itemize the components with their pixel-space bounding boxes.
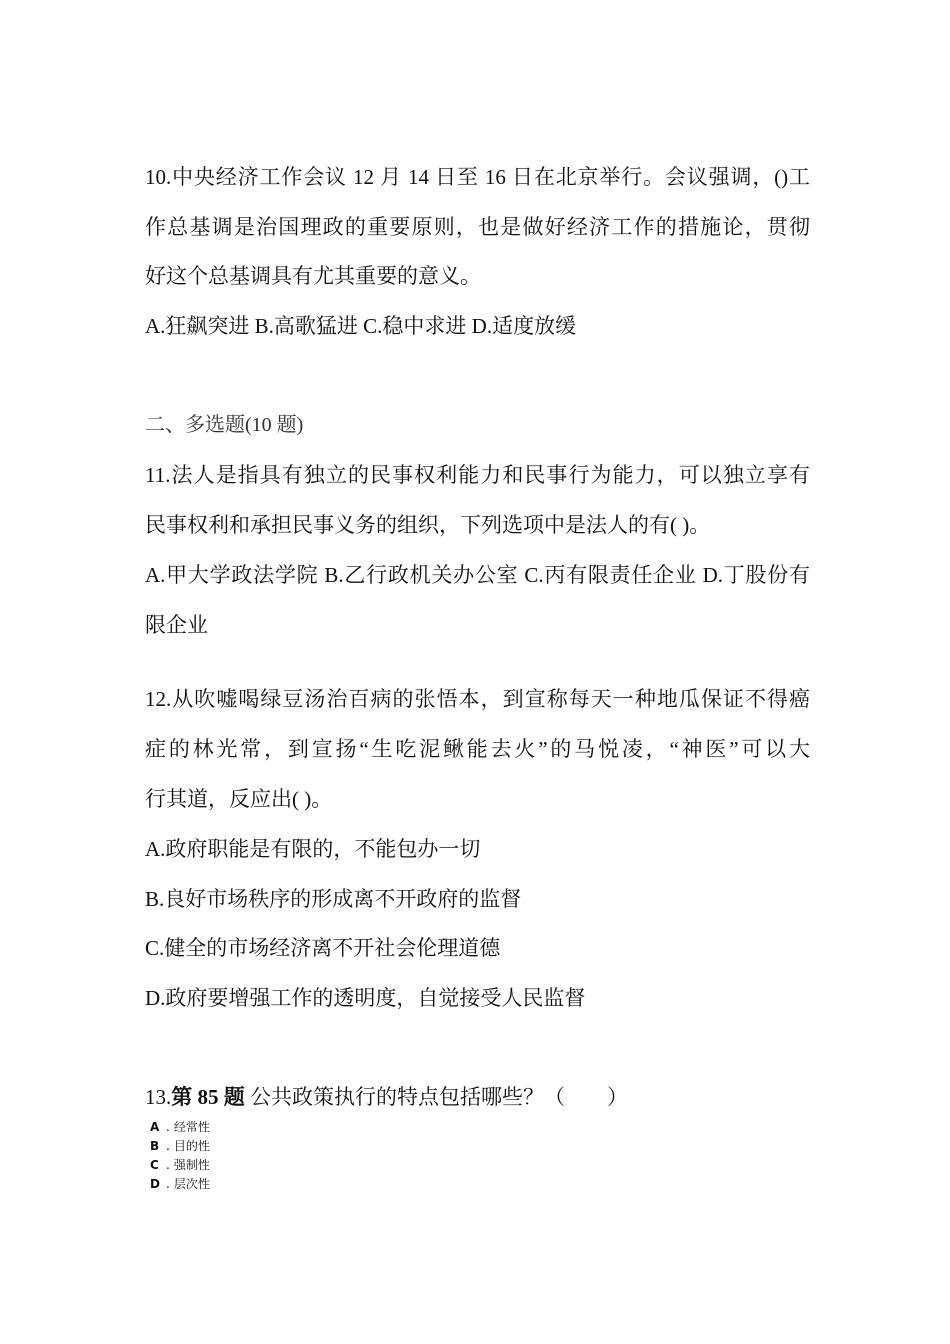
q13-text: 公共政策执行的特点包括哪些？（ ）	[244, 1085, 628, 1109]
q13-heading: 第 85 题	[171, 1085, 245, 1109]
q11-line-2: 民事权利和承担民事义务的组织，下列选项中是法人的有( )。	[145, 513, 711, 537]
q12-line-2: 症的林光常，到宣扬“生吃泥鳅能去火”的马悦凌，“神医”可以大	[145, 737, 810, 761]
q13-option-d: D . 层次性	[150, 1177, 210, 1191]
q12-option-a: A.政府职能是有限的，不能包办一切	[145, 837, 481, 861]
q12-line-3: 行其道，反应出( )。	[145, 787, 333, 811]
q13-option-c-text: 强制性	[173, 1158, 210, 1172]
q13-option-d-letter: D	[150, 1177, 160, 1191]
q11-line-1: 11.法人是指具有独立的民事权利能力和民事行为能力，可以独立享有	[145, 463, 810, 487]
q13-number: 13.	[145, 1085, 172, 1109]
q10-line-1: 10.中央经济工作会议 12 月 14 日至 16 日在北京举行。会议强调，()工	[145, 165, 810, 189]
q13-option-b: B . 目的性	[150, 1139, 210, 1153]
q13-option-a-letter: A	[150, 1120, 160, 1134]
q10-line-3: 好这个总基调具有尤其重要的意义。	[145, 264, 481, 288]
q12-option-c: C.健全的市场经济离不开社会伦理道德	[145, 936, 501, 960]
q13-option-c-letter: C	[150, 1158, 159, 1172]
q13-title	[145, 1082, 810, 1112]
q10-line-2: 作总基调是治国理政的重要原则，也是做好经济工作的措施论，贯彻	[145, 215, 810, 239]
q13-option-a: A . 经常性	[150, 1120, 210, 1134]
q10-options: A.狂飙突进 B.高歌猛进 C.稳中求进 D.适度放缓	[145, 314, 577, 338]
q12-option-d: D.政府要增强工作的透明度，自觉接受人民监督	[145, 986, 586, 1010]
q11-options-line-1: A.甲大学政法学院 B.乙行政机关办公室 C.丙有限责任企业 D.丁股份有	[145, 563, 810, 587]
q12-option-b: B.良好市场秩序的形成离不开政府的监督	[145, 887, 522, 911]
q13-option-b-letter: B	[150, 1139, 160, 1153]
q13-option-d-text: 层次性	[173, 1177, 210, 1191]
q13-option-b-text: 目的性	[173, 1139, 210, 1153]
q11-options-line-2: 限企业	[145, 613, 208, 637]
section-title: 二、多选题(10 题)	[145, 414, 304, 436]
q13-option-c: C . 强制性	[150, 1158, 210, 1172]
q12-line-1: 12.从吹嘘喝绿豆汤治百病的张悟本，到宣称每天一种地瓜保证不得癌	[145, 687, 810, 711]
q13-option-a-text: 经常性	[173, 1120, 210, 1134]
